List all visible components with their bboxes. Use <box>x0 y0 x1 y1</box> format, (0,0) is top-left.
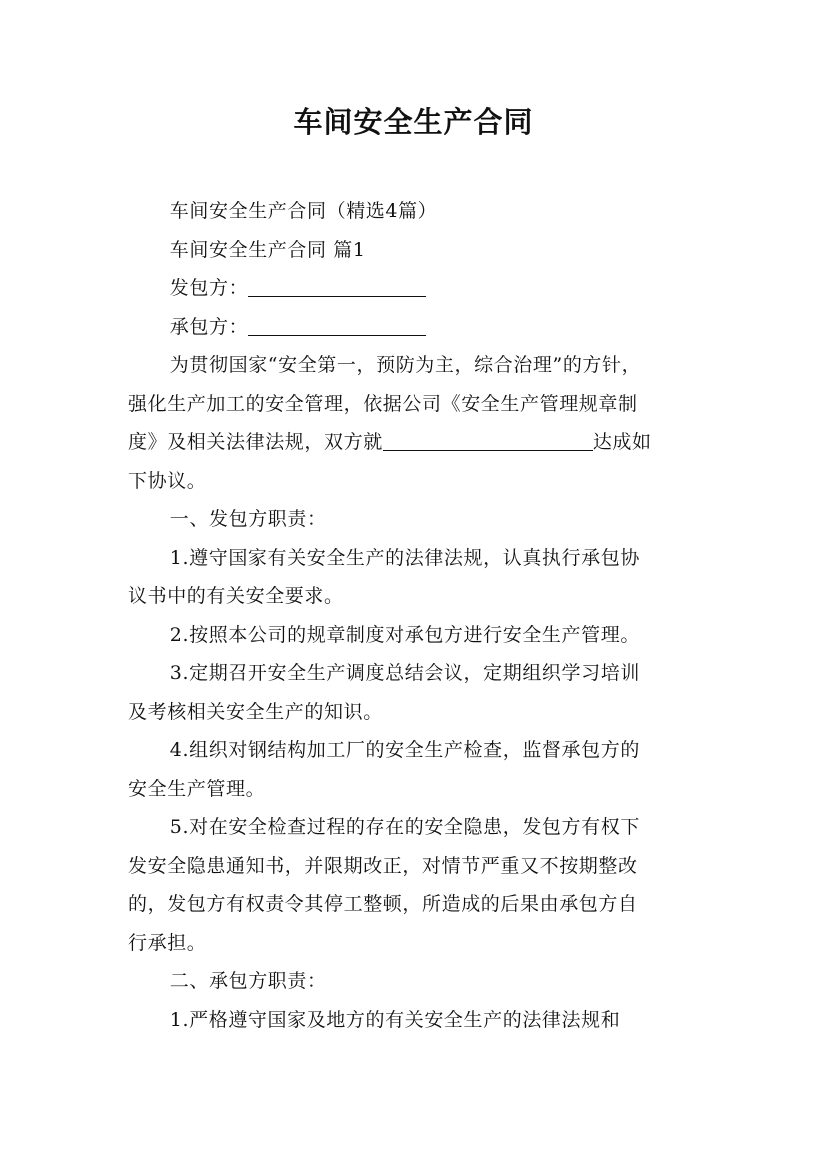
list-item-line: 1.严格遵守国家及地方的有关安全生产的法律法规和 <box>169 1008 621 1031</box>
section-heading-employer-duties: 一、发包方职责： <box>169 508 327 530</box>
paragraph-contractor <box>128 308 708 347</box>
document-body <box>128 192 708 1039</box>
employer-blank <box>248 277 426 297</box>
list-item-line: 议书中的有关安全要求。 <box>128 585 344 607</box>
intro-text-a: 度》及相关法律法规，双方就 <box>128 431 383 453</box>
paragraph-intro-line: 下协议。 <box>128 469 207 492</box>
section-heading-contractor-duties: 二、承包方职责： <box>169 970 327 992</box>
list-item-line: 的，发包方有权责令其停工整顿，所造成的后果由承包方自 <box>128 893 638 915</box>
paragraph-subtitle: 车间安全生产合同（精选4篇） <box>169 200 438 222</box>
intro-text-b: 达成如 <box>592 431 652 453</box>
list-item-line: 3.定期召开安全生产调度总结会议，定期组织学习培训 <box>169 662 640 684</box>
contractor-label: 承包方： <box>169 315 249 338</box>
paragraph-employer <box>128 269 708 308</box>
agreement-subject-blank <box>383 431 593 451</box>
list-item-line: 及考核相关安全生产的知识。 <box>128 700 383 723</box>
employer-label: 发包方： <box>169 277 249 299</box>
list-item-line: 4.组织对钢结构加工厂的安全生产检查，监督承包方的 <box>169 739 640 761</box>
document-title: 车间安全生产合同 <box>293 105 534 139</box>
contractor-blank <box>248 316 426 336</box>
list-item-line: 1.遵守国家有关安全生产的法律法规，认真执行承包协 <box>169 546 640 569</box>
list-item-line: 行承担。 <box>128 931 207 954</box>
list-item-line: 2.按照本公司的规章制度对承包方进行安全生产管理。 <box>169 623 640 646</box>
paragraph-intro-line: 强化生产加工的安全管理，依据公司《安全生产管理规章制 <box>128 392 638 415</box>
list-item-line: 5.对在安全检查过程的存在的安全隐患，发包方有权下 <box>169 816 640 838</box>
list-item-line: 发安全隐患通知书，并限期改正，对情节严重又不按期整改 <box>128 854 638 877</box>
paragraph-intro-line: 为贯彻国家“安全第一，预防为主，综合治理”的方针， <box>169 354 642 376</box>
list-item-line: 安全生产管理。 <box>128 777 266 800</box>
paragraph-section-label: 车间安全生产合同 篇1 <box>169 238 366 261</box>
paragraph-intro-line <box>128 423 708 462</box>
